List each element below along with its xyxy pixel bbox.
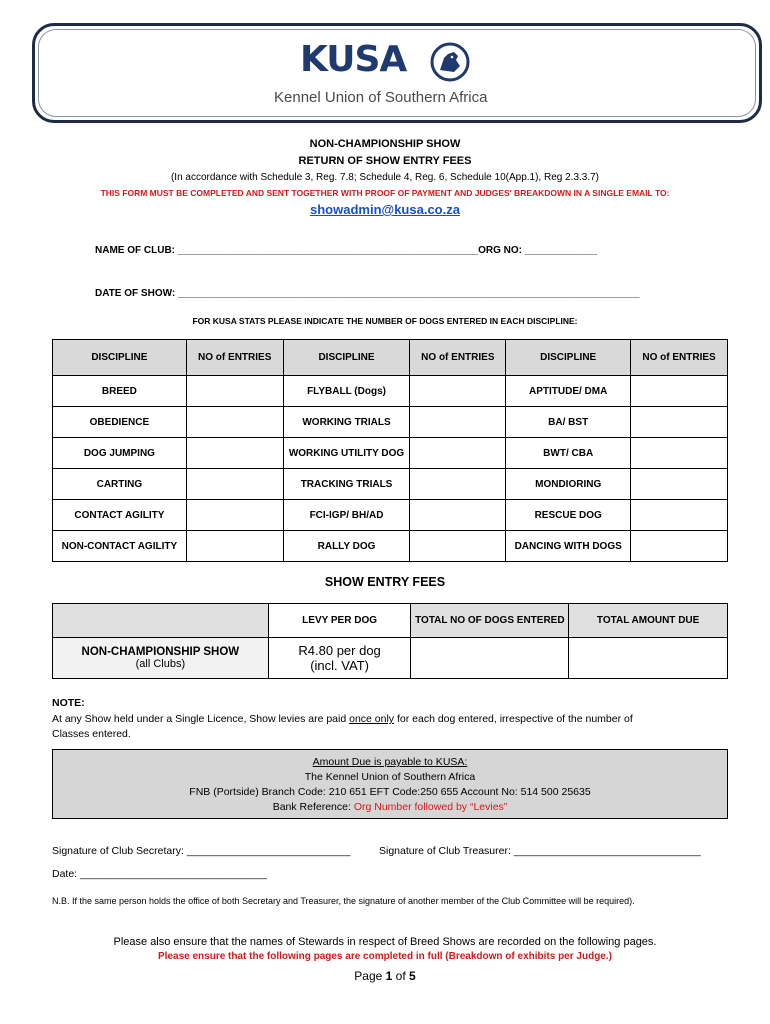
col-header-discipline: DISCIPLINE xyxy=(283,340,410,376)
bank-reference-value: Org Number followed by “Levies” xyxy=(353,801,508,813)
entries-cell[interactable] xyxy=(410,500,506,531)
discipline-label: RESCUE DOG xyxy=(506,500,631,531)
discipline-label: WORKING UTILITY DOG xyxy=(283,438,410,469)
completion-note: Please ensure that the following pages are completed in full (Breakdown of exhibits per Judge.) xyxy=(158,951,612,962)
entries-cell[interactable] xyxy=(631,438,728,469)
levy-value: R4.80 per dog xyxy=(298,643,381,658)
discipline-table xyxy=(52,339,728,562)
fees-header-row xyxy=(53,604,728,638)
stewards-note: Please also ensure that the names of Stewards in respect of Breed Shows are recorded on the following pages. xyxy=(113,936,657,948)
discipline-label: NON-CONTACT AGILITY xyxy=(53,531,187,562)
entries-cell[interactable] xyxy=(186,500,283,531)
note-text-underlined: once only xyxy=(349,713,395,725)
note-text-after: for each dog entered, irrespective of the number of xyxy=(394,713,633,725)
page-number: 1 xyxy=(385,969,393,983)
entries-cell[interactable] xyxy=(186,531,283,562)
col-header-discipline: DISCIPLINE xyxy=(506,340,631,376)
note-text-line2: Classes entered. xyxy=(52,728,131,740)
discipline-label: CARTING xyxy=(53,469,187,500)
payment-heading: Amount Due is payable to KUSA: xyxy=(312,756,468,768)
table-row xyxy=(53,531,728,562)
col-header-levy: LEVY PER DOG xyxy=(268,604,411,638)
entries-cell[interactable] xyxy=(631,469,728,500)
col-header-entries: NO of ENTRIES xyxy=(410,340,506,376)
page-of: of xyxy=(392,969,410,983)
entries-cell[interactable] xyxy=(186,376,283,407)
nb-note: N.B. If the same person holds the office of both Secretary and Treasurer, the signature of another member of the Club Committee will be required). xyxy=(52,896,635,906)
signature-date-field[interactable]: Date: ________________________________ xyxy=(52,868,267,880)
entries-cell[interactable] xyxy=(410,531,506,562)
org-name: Kennel Union of Southern Africa xyxy=(274,89,488,106)
col-header-entries: NO of ENTRIES xyxy=(186,340,283,376)
page-prefix: Page xyxy=(354,969,386,983)
table-row xyxy=(53,376,728,407)
stats-instruction: FOR KUSA STATS PLEASE INDICATE THE NUMBER OF DOGS ENTERED IN EACH DISCIPLINE: xyxy=(192,316,578,326)
discipline-label: BA/ BST xyxy=(506,407,631,438)
fees-heading: SHOW ENTRY FEES xyxy=(324,575,446,589)
discipline-label: DANCING WITH DOGS xyxy=(506,531,631,562)
club-name-field[interactable]: NAME OF CLUB: ______________________________________________________ORG NO: _____________ xyxy=(95,245,598,256)
table-row xyxy=(53,438,728,469)
form-title-line1: NON-CHAMPIONSHIP SHOW xyxy=(309,138,461,150)
total-dogs-input[interactable] xyxy=(411,638,569,679)
kusa-logo-text: KUSA xyxy=(300,39,407,80)
page-total: 5 xyxy=(409,969,416,983)
submission-email-link[interactable]: showadmin@kusa.co.za xyxy=(310,202,460,217)
table-row xyxy=(53,469,728,500)
fees-row xyxy=(53,638,728,679)
discipline-label: TRACKING TRIALS xyxy=(283,469,410,500)
note-heading: NOTE: xyxy=(52,697,85,709)
discipline-label: MONDIORING xyxy=(506,469,631,500)
fees-header-blank xyxy=(53,604,269,638)
entries-cell[interactable] xyxy=(631,407,728,438)
bank-details: FNB (Portside) Branch Code: 210 651 EFT Code:250 655 Account No: 514 500 25635 xyxy=(189,786,591,798)
entries-cell[interactable] xyxy=(631,531,728,562)
email-wrap xyxy=(0,201,770,219)
fees-row-label xyxy=(53,638,269,679)
payee-name: The Kennel Union of Southern Africa xyxy=(304,771,476,783)
discipline-label: BREED xyxy=(53,376,187,407)
show-type-sub: (all Clubs) xyxy=(135,658,186,670)
payment-details-box xyxy=(52,749,728,819)
col-header-total-amount: TOTAL AMOUNT DUE xyxy=(569,604,728,638)
discipline-label: OBEDIENCE xyxy=(53,407,187,438)
fees-table xyxy=(52,603,728,679)
discipline-label: FLYBALL (Dogs) xyxy=(283,376,410,407)
discipline-label: BWT/ CBA xyxy=(506,438,631,469)
entries-cell[interactable] xyxy=(410,407,506,438)
kusa-dog-emblem-icon xyxy=(430,42,470,82)
table-row xyxy=(53,407,728,438)
discipline-label: CONTACT AGILITY xyxy=(53,500,187,531)
entries-cell[interactable] xyxy=(631,376,728,407)
entries-cell[interactable] xyxy=(186,438,283,469)
regulation-reference: (In accordance with Schedule 3, Reg. 7.8; Schedule 4, Reg. 6, Schedule 10(App.1), Reg 2.3.3.7) xyxy=(170,172,600,183)
entries-cell[interactable] xyxy=(631,500,728,531)
show-date-field[interactable]: DATE OF SHOW: ___________________________________________________________________________________ xyxy=(95,288,640,299)
show-type-label: NON-CHAMPIONSHIP SHOW xyxy=(81,646,240,658)
note-text xyxy=(52,712,742,742)
submission-warning: THIS FORM MUST BE COMPLETED AND SENT TOGETHER WITH PROOF OF PAYMENT AND JUDGES' BREAKDOWN IN A SINGLE EMAIL TO: xyxy=(100,188,670,198)
total-amount-input[interactable] xyxy=(569,638,728,679)
entries-cell[interactable] xyxy=(410,438,506,469)
col-header-discipline: DISCIPLINE xyxy=(53,340,187,376)
bank-reference xyxy=(53,800,727,815)
secretary-signature-field[interactable]: Signature of Club Secretary: ____________________________ xyxy=(52,845,351,857)
form-title-line2: RETURN OF SHOW ENTRY FEES xyxy=(298,155,472,167)
entries-cell[interactable] xyxy=(410,376,506,407)
levy-vat: (incl. VAT) xyxy=(310,658,369,673)
discipline-label: FCI-IGP/ BH/AD xyxy=(283,500,410,531)
levy-cell xyxy=(268,638,411,679)
bank-reference-label: Bank Reference: xyxy=(272,801,354,813)
col-header-total-dogs: TOTAL NO OF DOGS ENTERED xyxy=(411,604,569,638)
entries-cell[interactable] xyxy=(186,407,283,438)
page-indicator xyxy=(0,969,770,983)
note-text-before: At any Show held under a Single Licence, Show levies are paid xyxy=(52,713,350,725)
discipline-label: DOG JUMPING xyxy=(53,438,187,469)
discipline-label: WORKING TRIALS xyxy=(283,407,410,438)
table-row xyxy=(53,500,728,531)
discipline-label: APTITUDE/ DMA xyxy=(506,376,631,407)
discipline-label: RALLY DOG xyxy=(283,531,410,562)
entries-cell[interactable] xyxy=(186,469,283,500)
treasurer-signature-field[interactable]: Signature of Club Treasurer: ________________________________ xyxy=(379,845,701,857)
discipline-header-row xyxy=(53,340,728,376)
col-header-entries: NO of ENTRIES xyxy=(631,340,728,376)
entries-cell[interactable] xyxy=(410,469,506,500)
